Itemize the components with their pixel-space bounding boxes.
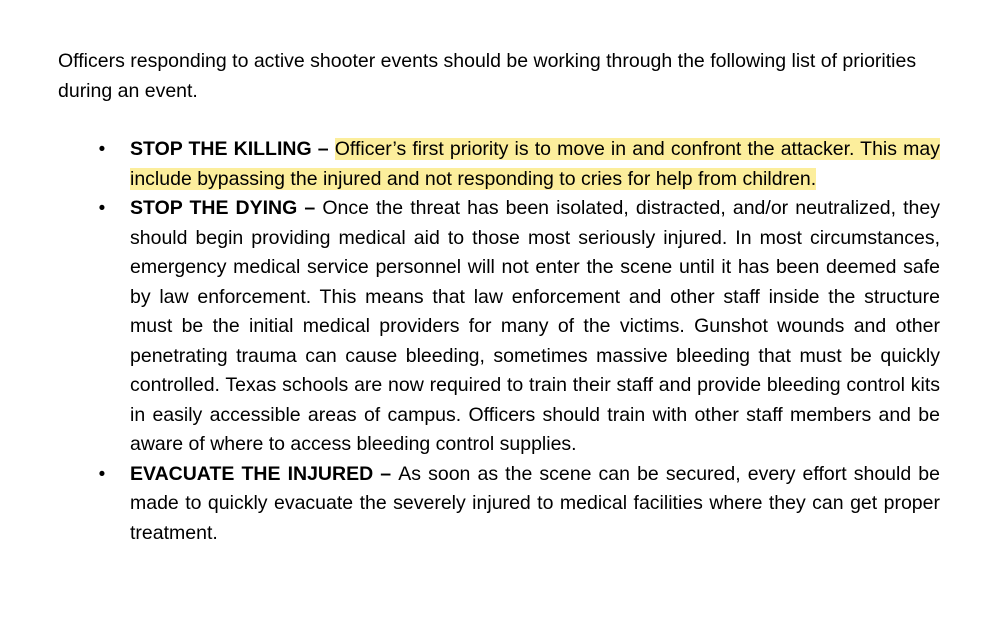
bullet-icon: •	[98, 198, 106, 219]
bullet-icon: •	[98, 463, 106, 485]
item-body: As soon as the scene can be secured, every effort should be made to quickly evacuate the severely injured to medical facilities where they can get proper treatment.	[130, 462, 941, 544]
item-term: EVACUATE THE INJURED –	[130, 462, 399, 485]
list-item-evacuate-the-injured	[58, 460, 940, 549]
highlighted-item-body: Officer’s first priority is to move in and confront the attacker. This may include bypassing the injured and not responding to cries for help from children.	[130, 138, 940, 190]
item-term: STOP THE DYING –	[130, 197, 323, 219]
document-page	[58, 47, 940, 548]
item-body: Once the threat has been isolated, distracted, and/or neutralized, they should begin providing medical aid to those most seriously injured. In most circumstances, emergency medical service personnel will not enter the scene until it has been deemed safe by law enforcement. This means that law enforcement and other staff inside the structure must be the initial medical providers for many of the victims. Gunshot wounds and other penetrating trauma can cause bleeding, sometimes massive bleeding that must be quickly controlled. Texas schools are now required to train their staff and provide bleeding control kits in easily accessible areas of campus. Officers should train with other staff members and be aware of where to access bleeding control supplies.	[130, 197, 940, 455]
list-item-stop-the-killing	[58, 135, 940, 194]
intro-paragraph: Officers responding to active shooter events should be working through the following list of priorities during an event.	[58, 50, 917, 102]
bullet-icon: •	[98, 139, 106, 160]
list-item-stop-the-dying	[58, 194, 940, 460]
item-term: STOP THE KILLING –	[130, 138, 335, 160]
priorities-list	[58, 135, 940, 548]
